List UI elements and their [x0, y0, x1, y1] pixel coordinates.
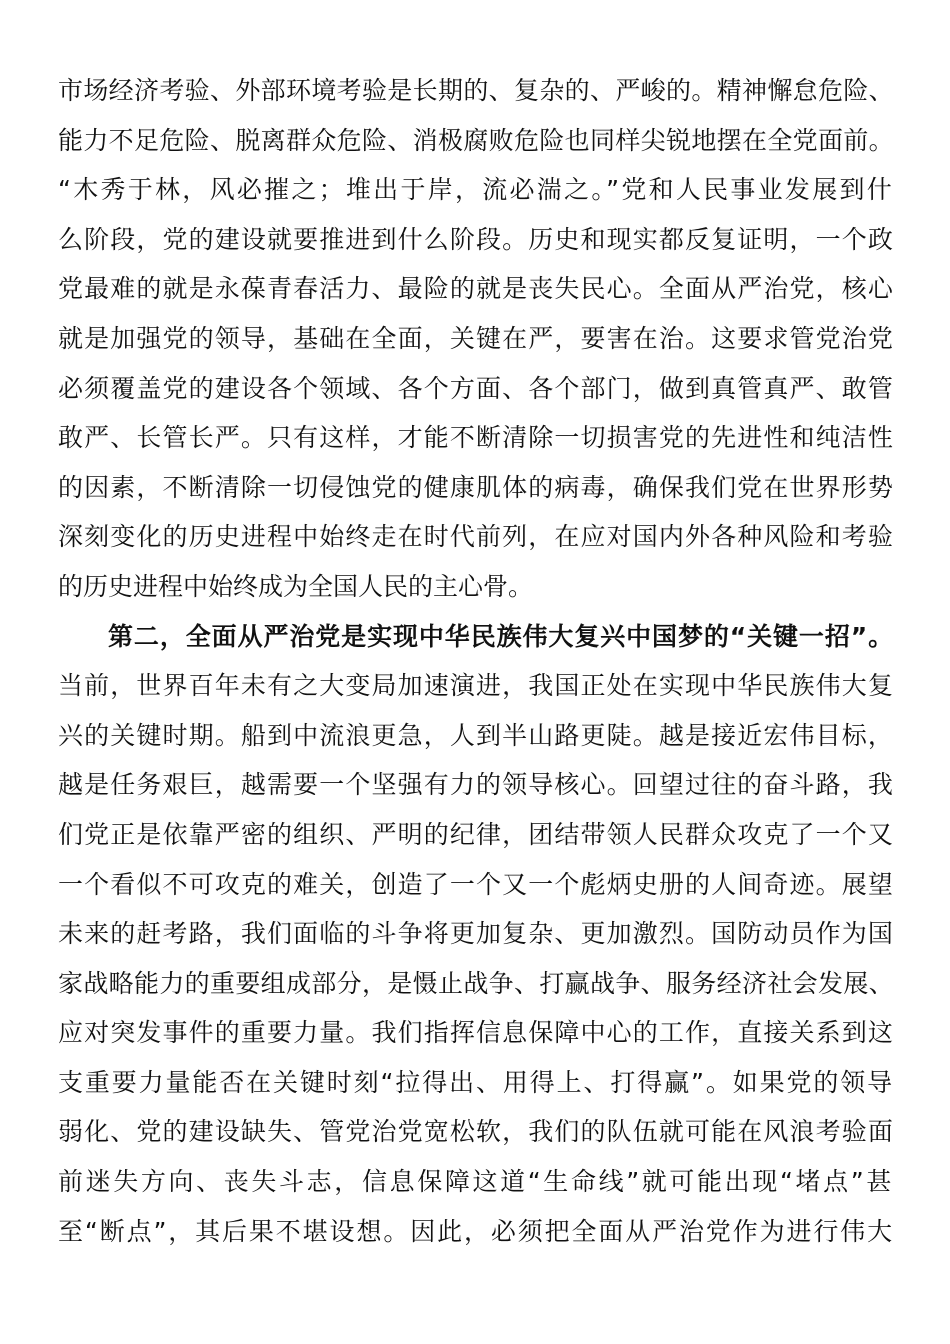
text-line: 的历史进程中始终成为全国人民的主心骨。 — [58, 571, 534, 601]
paragraph-1 — [58, 66, 894, 612]
text-line: 越是任务艰巨，越需要一个坚强有力的领导核心。回望过往的奋斗路，我 — [58, 770, 894, 800]
section-heading: 第二，全面从严治党是实现中华民族伟大复兴中国梦的“关键一招”。 — [108, 621, 894, 651]
text-line: 就是加强党的领导，基础在全面，关键在严，要害在治。这要求管党治党 — [58, 323, 894, 353]
text-line: 的因素，不断清除一切侵蚀党的健康肌体的病毒，确保我们党在世界形势 — [58, 472, 894, 502]
text-line: 市场经济考验、外部环境考验是长期的、复杂的、严峻的。精神懈怠危险、 — [58, 76, 894, 105]
text-line: 一个看似不可攻克的难关，创造了一个又一个彪炳史册的人间奇迹。展望 — [58, 869, 894, 899]
text-line: 未来的赶考路，我们面临的斗争将更加复杂、更加激烈。国防动员作为国 — [58, 919, 894, 949]
text-line: 党最难的就是永葆青春活力、最险的就是丧失民心。全面从严治党，核心 — [58, 274, 894, 304]
text-line: 们党正是依靠严密的组织、严明的纪律，团结带领人民群众攻克了一个又 — [58, 819, 894, 849]
text-line: 兴的关键时期。船到中流浪更急，人到半山路更陡。越是接近宏伟目标， — [58, 720, 894, 750]
paragraph-2 — [58, 612, 894, 1257]
text-line: 支重要力量能否在关键时刻“拉得出、用得上、打得赢”。如果党的领导 — [58, 1067, 894, 1097]
text-line: 能力不足危险、脱离群众危险、消极腐败危险也同样尖锐地摆在全党面前。 — [58, 125, 894, 155]
text-line: 家战略能力的重要组成部分，是慑止战争、打赢战争、服务经济社会发展、 — [58, 968, 894, 998]
text-line: 深刻变化的历史进程中始终走在时代前列，在应对国内外各种风险和考验 — [58, 522, 894, 552]
text-line: 至“断点”，其后果不堪设想。因此，必须把全面从严治党作为进行伟大 — [58, 1216, 894, 1246]
text-line: 前迷失方向、丧失斗志，信息保障这道“生命线”就可能出现“堵点”甚 — [58, 1167, 894, 1197]
text-line: 当前，世界百年未有之大变局加速演进，我国正处在实现中华民族伟大复 — [58, 671, 894, 701]
text-line: 弱化、党的建设缺失、管党治党宽松软，我们的队伍就可能在风浪考验面 — [58, 1117, 894, 1147]
text-line: 敢严、长管长严。只有这样，才能不断清除一切损害党的先进性和纯洁性 — [58, 423, 894, 453]
document-page — [58, 66, 894, 1256]
text-line: 么阶段，党的建设就要推进到什么阶段。历史和现实都反复证明，一个政 — [58, 224, 894, 254]
text-line: 应对突发事件的重要力量。我们指挥信息保障中心的工作，直接关系到这 — [58, 1018, 894, 1048]
text-line: “木秀于林，风必摧之；堆出于岸，流必湍之。”党和人民事业发展到什 — [58, 175, 894, 205]
text-line: 必须覆盖党的建设各个领域、各个方面、各个部门，做到真管真严、敢管 — [58, 373, 894, 403]
